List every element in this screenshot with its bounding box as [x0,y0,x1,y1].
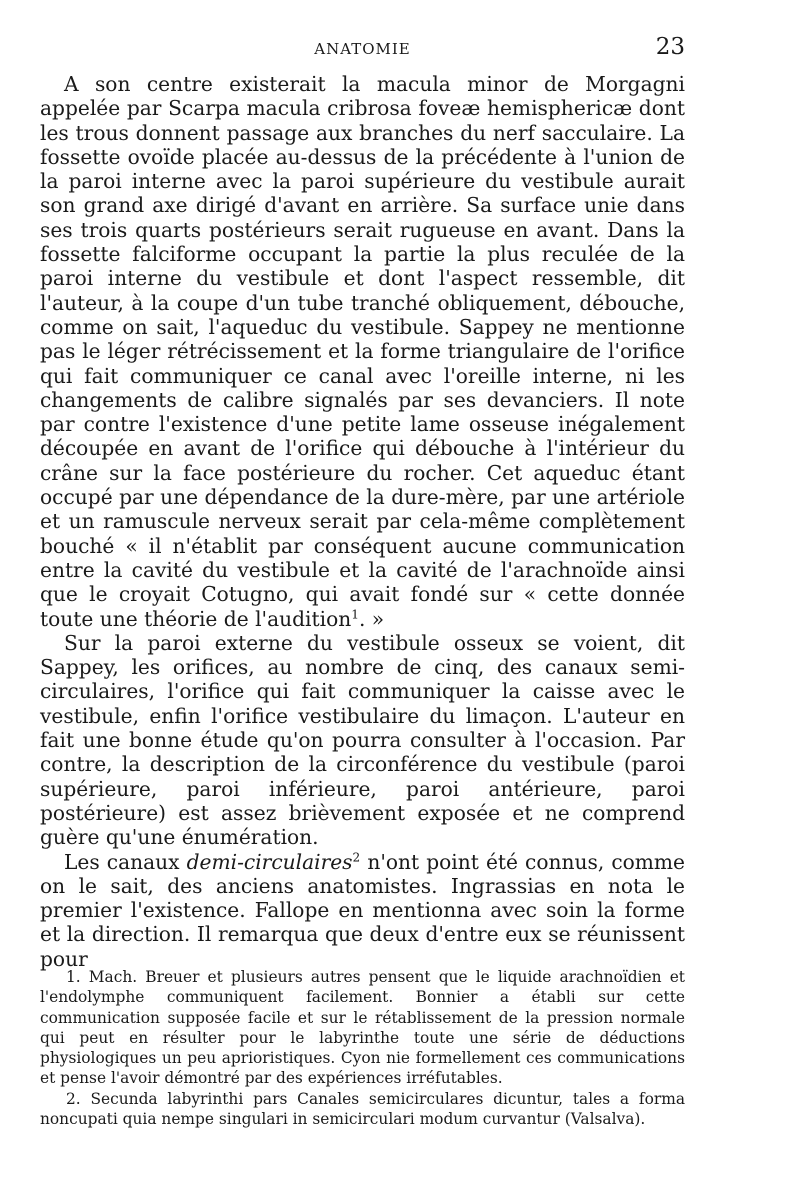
footnotes [40,967,685,1129]
paragraph-1 [40,72,685,631]
body-text [40,72,685,971]
paragraph-3-rest: n'ont point été connus, comme on le sait, des anciens anatomistes. Ingrassias en nota le premier l'existence. Fallope en mentionna avec soin la forme et la direction. Il remarqua que deux d'entre eux se réunissent pour [40,849,686,971]
paragraph-3-start: Les canaux [64,849,180,874]
italic-term: demi-circulaires [186,849,353,874]
footnote-ref-1: 1 [351,606,359,621]
page-header [40,34,685,64]
footnote-1: 1. Mach. Breuer et plusieurs autres pensent que le liquide arachnoïdien et l'endolymphe communiquent facilement. Bonnier a établi sur cette communication supposée facile et sur le rétablissement de la pression normale qui peut en résulter pour le labyrinthe toute une série de déductions physiologiques un peu aprioristiques. Cyon nie formellement ces communications et pense l'avoir démontré par des expériences irréfutables. [40,968,685,1088]
paragraph-3 [40,850,685,971]
paragraph-2: Sur la paroi externe du vestibule osseux se voient, dit Sappey, les orifices, au nombre de cinq, des canaux semi-circulaires, l'orifice qui fait communiquer la caisse avec le vestibule, enfin l'orifice vestibulaire du limaçon. L'auteur en fait une bonne étude qu'on pourra consulter à l'occasion. Par contre, la description de la circonférence du vestibule (paroi supérieure, paroi inférieure, paroi antérieure, paroi postérieure) est assez brièvement exposée et ne comprend guère qu'une énumération. [40,630,685,850]
footnote-ref-2: 2 [352,849,361,864]
paragraph-1-end: . » [358,606,385,631]
page-number: 23 [655,34,685,60]
paragraph-1-text: A son centre existerait la macula minor de Morgagni appelée par Scarpa macula cribrosa foveæ hemisphericæ dont les trous donnent passage aux branches du nerf sacculaire. La fossette ovoïde placée au-dessus de la précédente à l'union de la paroi interne avec la paroi supérieure du vestibule aurait son grand axe dirigé d'avant en arrière. Sa surface unie dans ses trois quarts postérieurs serait rugueuse en avant. Dans la fossette falciforme occupant la partie la plus reculée de la paroi interne du vestibule et dont l'aspect ressemble, dit l'auteur, à la coupe d'un tube tranché obliquement, débouche, comme on sait, l'aqueduc du vestibule. Sappey ne mentionne pas le léger rétrécissement et la forme triangulaire de l'orifice qui fait communiquer ce canal avec l'oreille interne, ni les changements de calibre signalés par ses devanciers. Il note par contre l'existence d'une petite lame osseuse inégalement découpée en avant de l'orifice qui débouche à l'intérieur du crâne sur la face postérieure du rocher. Cet aqueduc étant occupé par une dépendance de la dure-mère, par une artériole et un ramuscule nerveux serait par cela-même complètement bouché « il n'établit par conséquent aucune communication entre la cavité du vestibule et la cavité de l'arachnoïde ainsi que le croyait Cotugno, qui avait fondé sur « cette donnée toute une théorie de l'audition [40,72,685,631]
running-title: ANATOMIE [314,40,411,58]
footnote-2: 2. Secunda labyrinthi pars Canales semicirculares dicuntur, tales a forma noncupati quia nempe singulari in semicirculari modum curvantur (Valsalva). [40,1089,685,1129]
